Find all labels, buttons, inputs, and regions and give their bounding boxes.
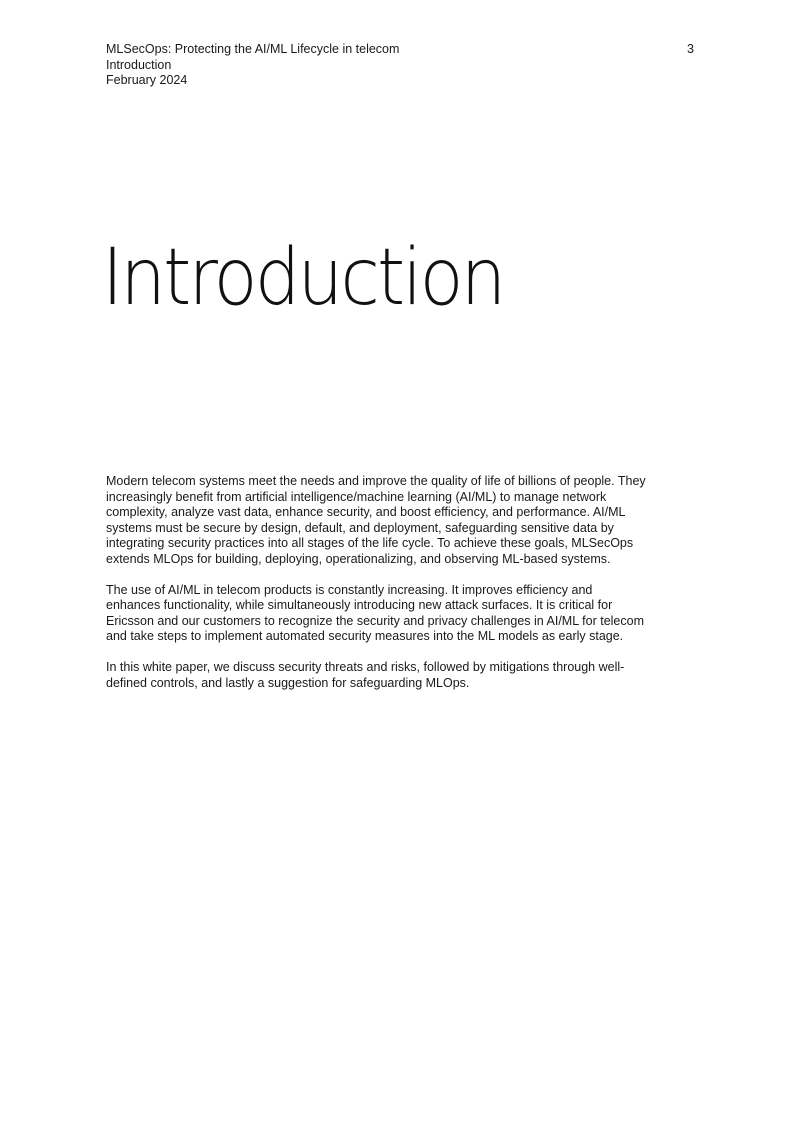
- body-text: [106, 474, 646, 707]
- paragraph: Modern telecom systems meet the needs and improve the quality of life of billions of people. They increasingly benefit from artificial intelligence/machine learning (AI/ML) to manage network complexity, analyze vast data, enhance security, and boost efficiency, and performance. AI/ML systems must be secure by design, default, and deployment, safeguarding sensitive data by integrating security practices into all stages of the life cycle. To achieve these goals, MLSecOps extends MLOps for building, deploying, operationalizing, and observing ML-based systems.: [106, 474, 646, 566]
- paragraph: In this white paper, we discuss security threats and risks, followed by mitigations through well-defined controls, and lastly a suggestion for safeguarding MLOps.: [106, 660, 625, 690]
- page-number: 3: [687, 42, 694, 56]
- running-header: [106, 42, 399, 89]
- header-date: February 2024: [106, 73, 188, 87]
- page-title: Introduction: [102, 233, 504, 323]
- header-document-title: MLSecOps: Protecting the AI/ML Lifecycle in telecom: [106, 42, 400, 56]
- header-section: Introduction: [106, 57, 172, 72]
- paragraph: The use of AI/ML in telecom products is constantly increasing. It improves efficiency and enhances functionality, while simultaneously introducing new attack surfaces. It is critical for Ericsson and our customers to recognize the security and privacy challenges in AI/ML for telecom and take steps to implement automated security measures into the ML models as early stage.: [106, 582, 644, 643]
